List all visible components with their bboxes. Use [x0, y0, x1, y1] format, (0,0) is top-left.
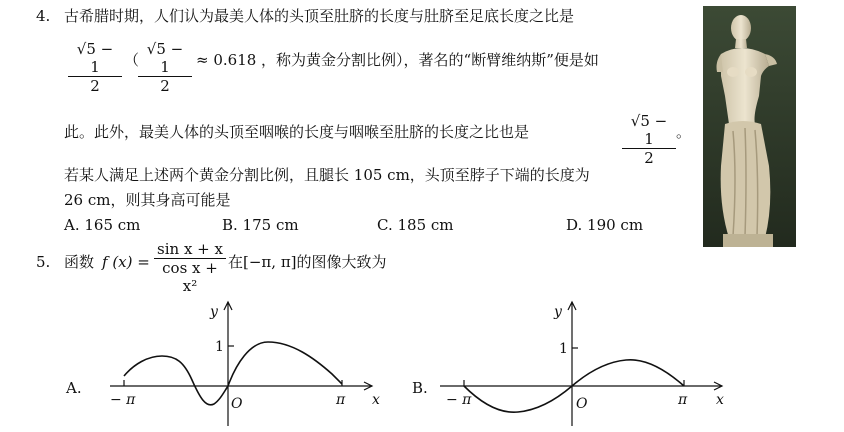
x-axis-label: x	[716, 392, 724, 408]
q4-line1: 古希腊时期，人们认为最美人体的头顶至肚脐的长度与肚脐至足底长度之比是	[64, 7, 575, 25]
fraction-numerator: √5 − 1	[68, 40, 122, 77]
one-label: 1	[215, 339, 224, 355]
fraction-numerator: √5 − 1	[622, 112, 676, 149]
fraction-numerator: √5 − 1	[138, 40, 192, 77]
fraction-denominator: 2	[644, 149, 654, 167]
q4-line3: 此。此外，最美人体的头顶至咽喉的长度与咽喉至肚脐的长度之比也是	[64, 123, 530, 141]
q5-prefix: 函数	[64, 253, 95, 271]
q4-fraction-1	[68, 40, 122, 95]
graph-a	[100, 296, 400, 432]
origin-label: O	[231, 396, 243, 412]
venus-statue-image	[703, 6, 796, 247]
q5-function-fraction	[154, 240, 226, 295]
fraction-denominator: 2	[160, 77, 170, 95]
x-axis-label: x	[372, 392, 380, 408]
q5-suffix: 在[−π, π]的图像大致为	[228, 253, 387, 271]
y-axis-label: y	[554, 304, 562, 320]
graph-b	[440, 296, 740, 432]
q4-approx-text: ≈ 0.618 ，称为黄金分割比例），著名的“断臂维纳斯”便是如	[196, 51, 599, 69]
fraction-denominator: cos x + x²	[162, 259, 218, 295]
q4-line5: 26 cm，则其身高可能是	[64, 191, 231, 209]
pos-pi-label: π	[678, 392, 688, 408]
neg-pi-label: − π	[110, 392, 136, 408]
option-b: B. 175 cm	[222, 216, 299, 234]
neg-pi-label: − π	[446, 392, 472, 408]
q4-line3-end: 。	[676, 123, 692, 141]
q4-fraction-3	[622, 112, 676, 167]
option-d: D. 190 cm	[566, 216, 644, 234]
q5-function-name: f (x) =	[102, 253, 150, 271]
q4-line4: 若某人满足上述两个黄金分割比例，且腿长 105 cm，头顶至脖子下端的长度为	[64, 166, 590, 184]
graph-b-label: B.	[412, 379, 428, 397]
origin-label: O	[576, 396, 588, 412]
q4-fraction-2	[138, 40, 192, 95]
q4-number: 4.	[36, 7, 51, 25]
one-label: 1	[559, 341, 568, 357]
y-axis-label: y	[210, 304, 218, 320]
q4-paren-open: （	[124, 51, 140, 69]
pos-pi-label: π	[336, 392, 346, 408]
fraction-denominator: 2	[90, 77, 100, 95]
option-a: A. 165 cm	[64, 216, 141, 234]
option-c: C. 185 cm	[377, 216, 454, 234]
q5-number: 5.	[36, 253, 51, 271]
fraction-numerator: sin x + x	[154, 240, 226, 259]
graph-a-label: A.	[66, 379, 82, 397]
